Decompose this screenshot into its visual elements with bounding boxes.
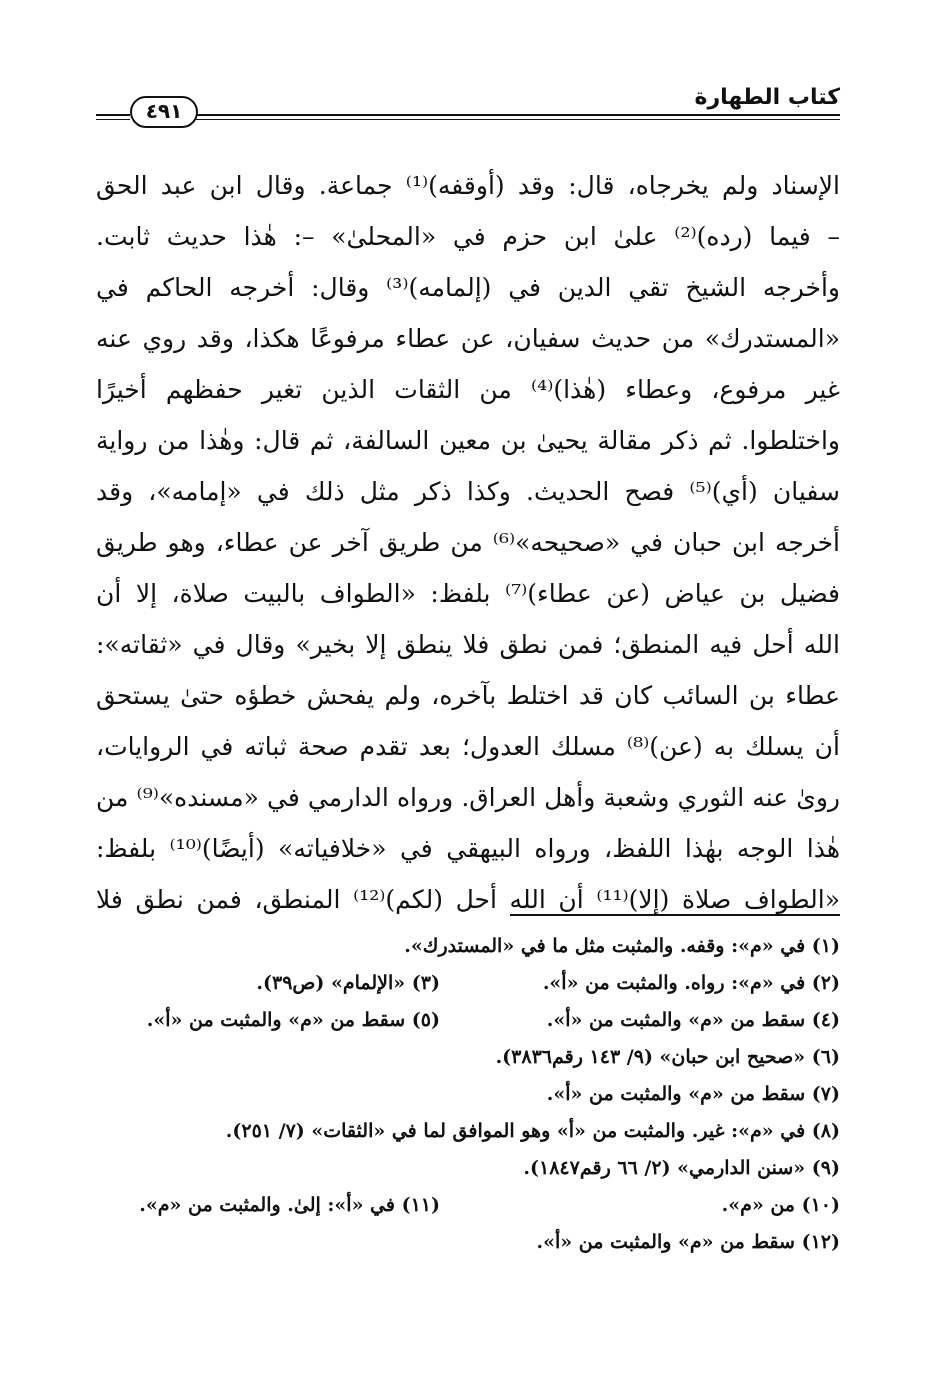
header-rule [196,114,840,116]
footnote-row [96,965,840,1002]
page-number: ٤٩١ [130,96,198,128]
footnote-row [96,1002,840,1039]
footnote-3: (٣) «الإلمام» (ص٣٩). [256,972,440,994]
body-line: الإسناد ولم يخرجاه، قال: وقد (أوقفه)⁽¹⁾ جماعة. وقال ابن عبد الحق [96,171,840,200]
body-line: «المستدرك» من حديث سفيان، عن عطاء مرفوعًا هكذا، وقد روي عنه [96,324,840,353]
footnote-row [96,1076,840,1113]
body-line: – فيما (رده)⁽²⁾ علىٰ ابن حزم في «المحلىٰ» –: هٰذا حديث ثابت. [96,222,840,251]
header-rule-thin [196,119,840,120]
body-text [96,160,840,925]
running-header [96,82,840,132]
body-line: «الطواف صلاة (إلا)⁽¹¹⁾ أن الله أحل (لكم)⁽¹²⁾ المنطق، فمن نطق فلا [96,885,840,914]
header-rule-left-thin [96,119,130,120]
body-line: أخرجه ابن حبان في «صحيحه»⁽⁶⁾ من طريق آخر عن عطاء، وهو طريق [96,528,840,557]
footnote-separator [510,914,840,916]
footnote-row [96,928,840,965]
footnotes [96,928,840,1261]
footnote-8: (٨) في «م»: غير. والمثبت من «أ» وهو الموافق لما في «الثقات» (٧/ ٢٥١). [225,1120,840,1142]
footnote-10: (١٠) من «م». [721,1194,840,1216]
footnote-6: (٦) «صحيح ابن حبان» (٩/ ١٤٣ رقم٣٨٣٦). [495,1046,840,1068]
body-line: وأخرجه الشيخ تقي الدين في (إلمامه)⁽³⁾ وقال: أخرجه الحاكم في [96,273,840,302]
footnote-4: (٤) سقط من «م» والمثبت من «أ». [546,1009,840,1031]
footnote-row [96,1187,840,1224]
header-rule-left [96,114,130,116]
body-line: فضيل بن عياض (عن عطاء)⁽⁷⁾ بلفظ: «الطواف بالبيت صلاة، إلا أن [96,579,840,608]
body-line: رویٰ عنه الثوري وشعبة وأهل العراق. ورواه الدارمي في «مسنده»⁽⁹⁾ من [96,783,840,812]
body-line: هٰذا الوجه بهٰذا اللفظ، ورواه البيهقي في «خلافياته» (أيضًا)⁽¹⁰⁾ بلفظ: [96,834,840,863]
footnote-1: (١) في «م»: وقفه. والمثبت مثل ما في «المستدرك». [404,935,840,957]
body-line: الله أحل فيه المنطق؛ فمن نطق فلا ينطق إلا بخير» وقال في «ثقاته»: [96,630,840,659]
book-title: كتاب الطهارة [694,85,840,110]
body-line: أن يسلك به (عن)⁽⁸⁾ مسلك العدول؛ بعد تقدم صحة ثباته في الروايات، [96,732,840,761]
footnote-11: (١١) في «أ»: إلىٰ. والمثبت من «م». [139,1194,440,1216]
body-line: واختلطوا. ثم ذكر مقالة يحيىٰ بن معين السالفة، ثم قال: وهٰذا من رواية [96,426,840,455]
footnote-row [96,1150,840,1187]
footnote-7: (٧) سقط من «م» والمثبت من «أ». [546,1083,840,1105]
body-line: غير مرفوع، وعطاء (هٰذا)⁽⁴⁾ من الثقات الذين تغير حفظهم أخيرًا [96,375,840,404]
footnote-9: (٩) «سنن الدارمي» (٢/ ٦٦ رقم١٨٤٧). [523,1157,840,1179]
footnote-5: (٥) سقط من «م» والمثبت من «أ». [146,1009,440,1031]
footnote-row [96,1039,840,1076]
footnote-12: (١٢) سقط من «م» والمثبت من «أ». [536,1231,840,1253]
body-line: سفيان (أي)⁽⁵⁾ فصح الحديث. وكذا ذكر مثل ذلك في «إمامه»، وقد [96,477,840,506]
body-line: عطاء بن السائب كان قد اختلط بآخره، ولم يفحش خطؤه حتىٰ يستحق [96,681,840,710]
footnote-row [96,1224,840,1261]
footnote-row [96,1113,840,1150]
footnote-2: (٢) في «م»: رواه. والمثبت من «أ». [542,972,840,994]
